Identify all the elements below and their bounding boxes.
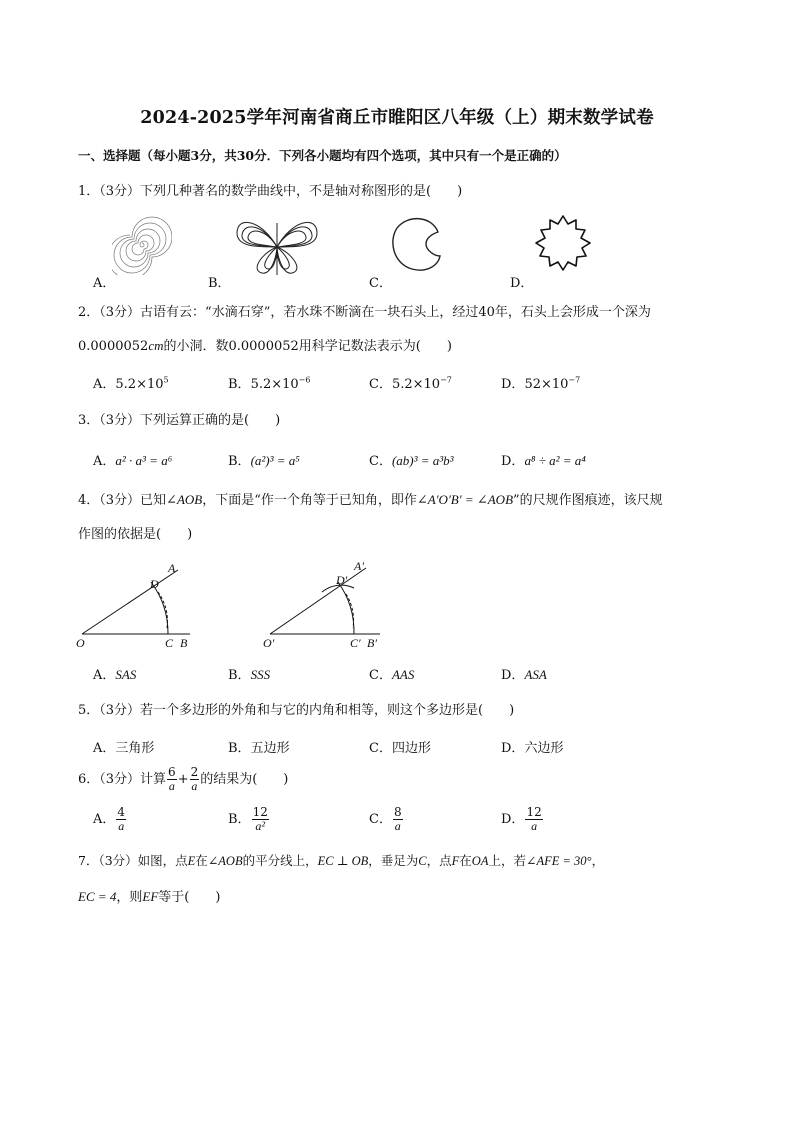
q6-option-a: A． $\frac{4}{a}$ — [93, 805, 126, 833]
question-4-line2: 作图的依据是( ) — [78, 527, 193, 542]
q2-option-d: D．$52\times 10^{-7}$ — [501, 375, 581, 392]
label-D-prime: D′ — [336, 573, 348, 587]
label-A: A — [168, 561, 176, 575]
label-O-prime: O′ — [263, 636, 275, 650]
question-4-stem: 4．（3分）已知∠AOB，下面是“作一个角等于已知角，即作∠A′O′B′ = ∠AOB”的尺规作图痕迹，该尺规 — [78, 492, 663, 508]
question-6-stem: 6．（3分）计算 $\frac{6}{a}$ + $\frac{2}{a}$ 的结果为( ) — [78, 765, 289, 793]
q5-option-a: A．三角形 — [93, 741, 155, 756]
q3-option-c: C．(ab)³ = a³b³ — [369, 453, 454, 469]
q4-option-a: A．SAS — [93, 667, 137, 683]
question-1-stem: 1．（3分）下列几种著名的数学曲线中，不是轴对称图形的是( ) — [78, 184, 463, 199]
q3-option-a: A．a² · a³ = a⁶ — [93, 453, 173, 469]
angle-construction-right — [258, 558, 393, 652]
q6-fraction-2: $\frac{2}{a}$ — [190, 765, 199, 793]
q4-option-d: D．ASA — [501, 667, 547, 683]
cardioid-figure — [388, 212, 450, 274]
question-2-line2 — [78, 335, 452, 354]
koch-snowflake-figure — [530, 212, 596, 276]
label-A-prime: A′ — [354, 559, 364, 573]
spiral-figure — [112, 215, 172, 275]
q3-option-b: B．(a²)³ = a⁵ — [228, 453, 300, 469]
q1-option-c: C． — [369, 276, 392, 291]
q2-option-c: C．$5.2\times 10^{-7}$ — [369, 375, 452, 392]
q2-option-b: B．$5.2\times 10^{-6}$ — [228, 375, 311, 392]
angle-construction-left — [72, 558, 202, 652]
q3-option-d: D．a⁸ ÷ a² = a⁴ — [501, 453, 586, 469]
q2-option-a: A．$5.2\times 10^5$ — [93, 375, 169, 392]
q5-option-b: B．五边形 — [228, 741, 290, 756]
q1-option-d: D． — [510, 276, 534, 291]
q5-option-c: C．四边形 — [369, 741, 431, 756]
q2-line2-text: 的小洞．数0.0000052用科学记数法表示为( ) — [163, 339, 452, 354]
q4-option-c: C．AAS — [369, 667, 415, 683]
section-heading: 一、选择题（每小题3分，共30分．下列各小题均有四个选项，其中只有一个是正确的） — [78, 148, 567, 163]
page-title: 2024-2025学年河南省商丘市睢阳区八年级（上）期末数学试卷 — [140, 108, 654, 128]
label-B: B — [180, 636, 188, 650]
label-C: C — [165, 636, 174, 650]
label-C-prime: C′ — [350, 636, 361, 650]
question-7-line2: EC = 4，则EF等于( ) — [78, 889, 221, 905]
q6-option-b: B． $\frac{12}{\text{a²}}$ — [228, 805, 268, 833]
q6-fraction-1: $\frac{6}{a}$ — [168, 765, 176, 793]
q6-option-c: C． $\frac{8}{a}$ — [369, 805, 402, 833]
q1-option-a: A． — [93, 276, 116, 291]
label-O: O — [76, 636, 85, 650]
question-7-line1: 7．（3分）如图，点E在∠AOB的平分线上，EC ⊥ OB，垂足为C，点F在OA上，若∠AFE = 30°， — [78, 853, 605, 868]
q2-number: 0.0000052 — [78, 339, 149, 354]
butterfly-curve-figure — [232, 215, 322, 277]
q2-unit: cm — [148, 338, 164, 353]
q5-option-d: D．六边形 — [501, 741, 564, 756]
question-5-stem: 5．（3分）若一个多边形的外角和与它的内角和相等，则这个多边形是( ) — [78, 703, 515, 718]
question-3-stem: 3．（3分）下列运算正确的是( ) — [78, 413, 281, 428]
label-B-prime: B′ — [367, 636, 377, 650]
q1-option-b: B． — [208, 276, 231, 291]
q6-option-d: D． $\frac{12}{a}$ — [501, 805, 542, 833]
label-D: D — [150, 577, 159, 591]
question-2-stem: 2．（3分）古语有云：“水滴石穿”，若水珠不断滴在一块石头上，经过40年，石头上会形成一个深为 — [78, 305, 651, 320]
q4-option-b: B．SSS — [228, 667, 271, 683]
